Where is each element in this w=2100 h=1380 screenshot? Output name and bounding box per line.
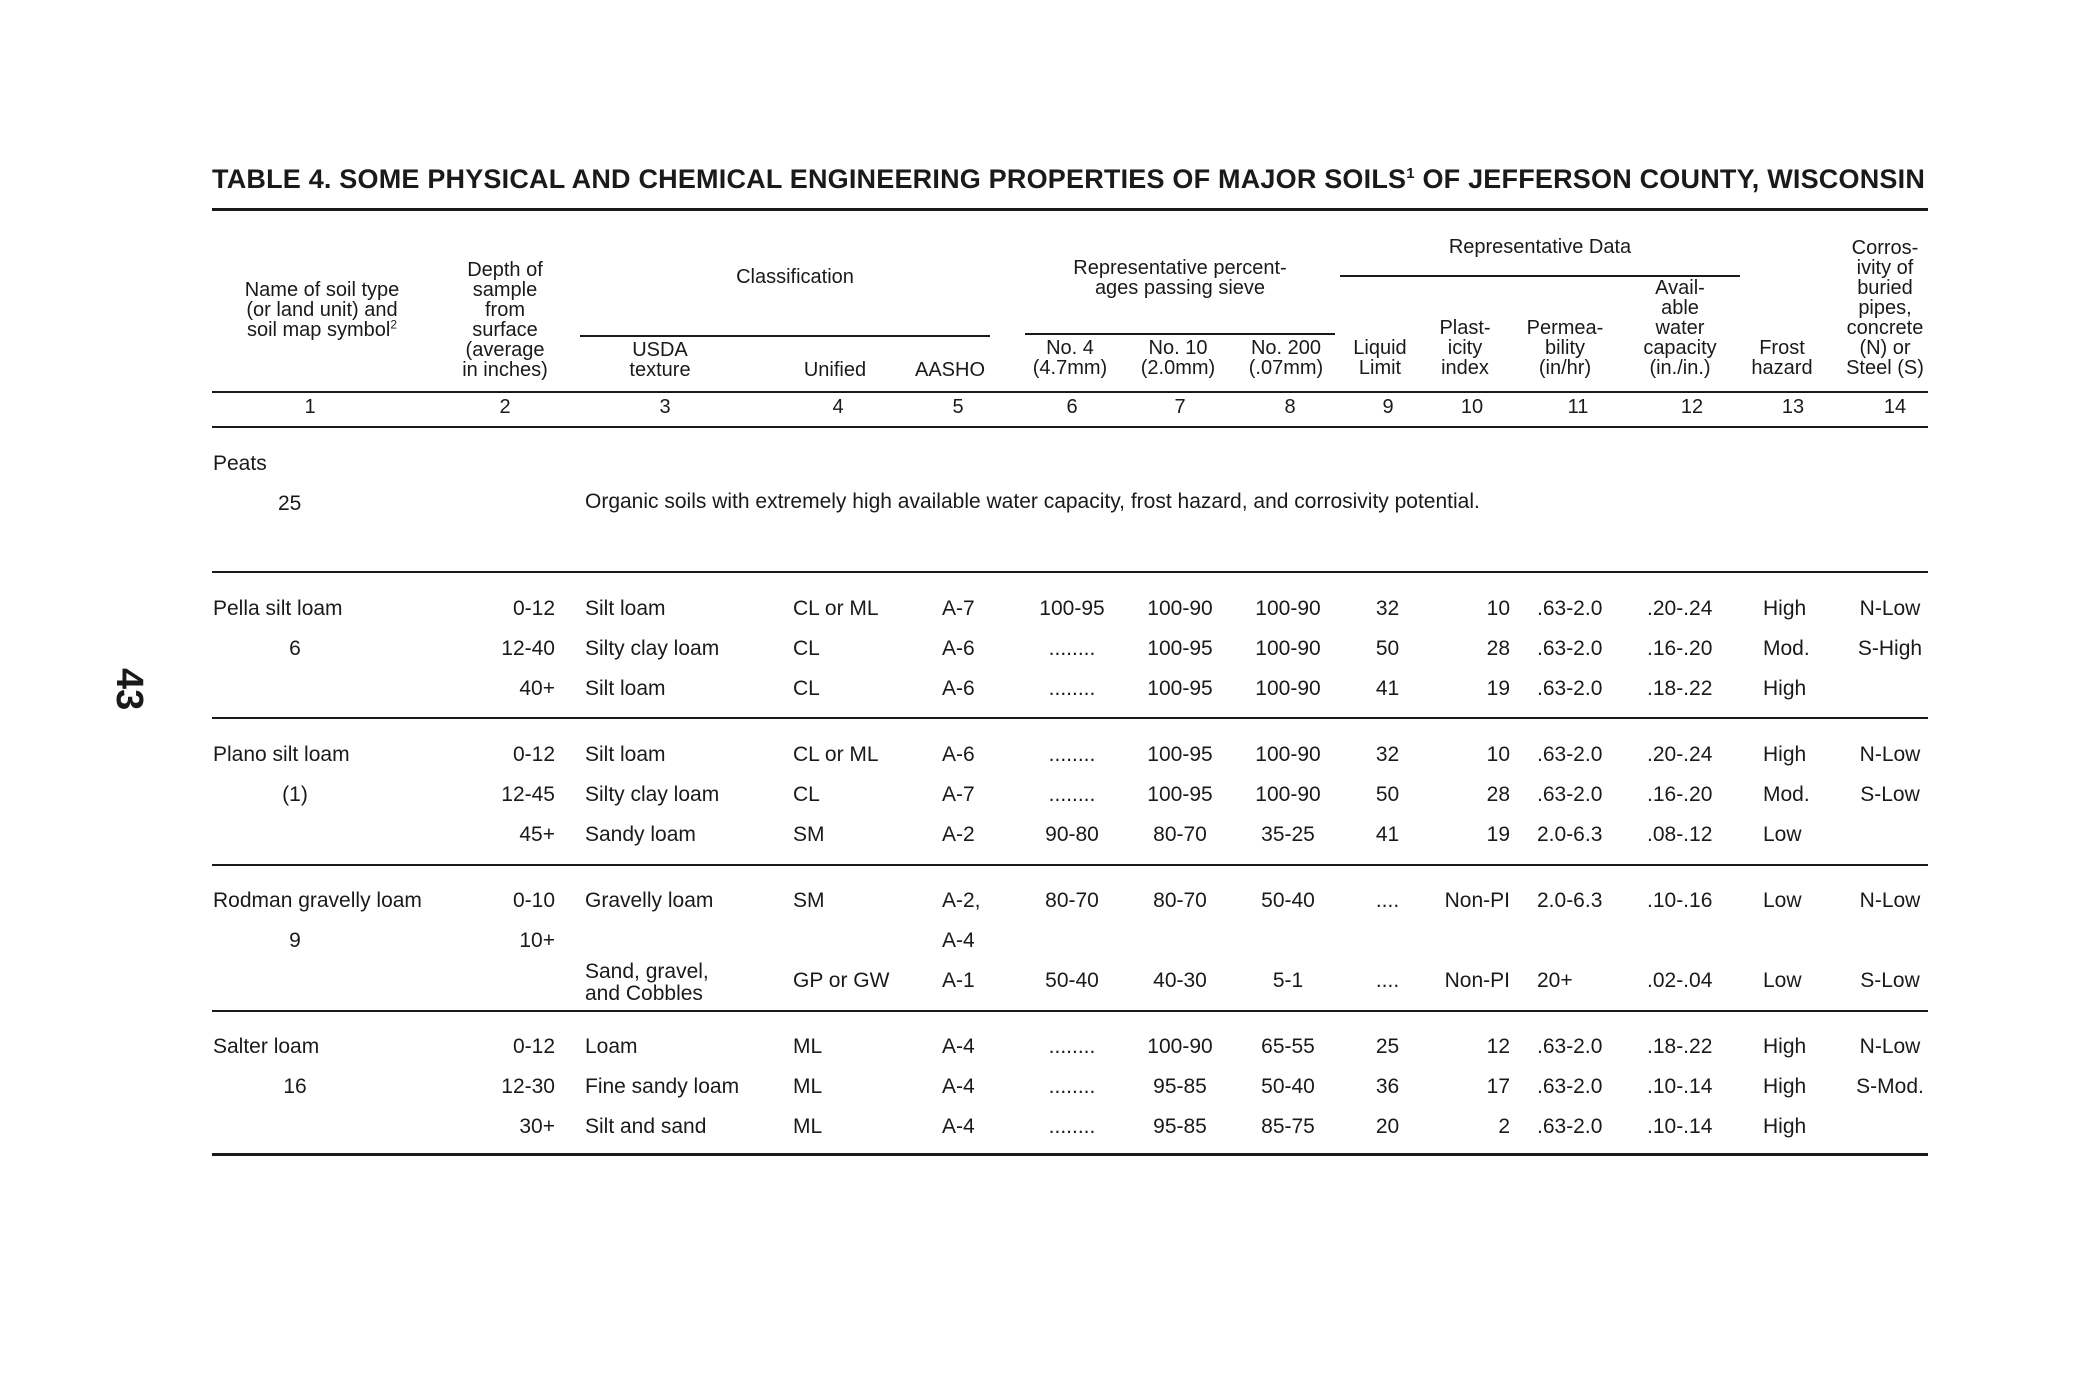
table-cell: Fine sandy loam (585, 1075, 740, 1098)
table-cell: .10-.14 (1647, 1115, 1713, 1138)
table-cell: A-6 (942, 637, 975, 660)
header-line: icity (1447, 337, 1483, 359)
table-cell: .18-.22 (1647, 1035, 1713, 1058)
table-cell: 25 (1375, 1035, 1400, 1058)
header-line: (4.7mm) (1032, 357, 1108, 379)
header-permeability (1515, 318, 1615, 378)
header-line: ivity of (1856, 257, 1914, 279)
table-cell: 80-70 (1045, 889, 1099, 912)
colnum-bottom-rule (212, 426, 1928, 428)
table-cell: 100-90 (1255, 743, 1321, 766)
column-number: 4 (832, 396, 844, 418)
table-cell: Sandy loam (585, 823, 696, 846)
table-cell: 80-70 (1153, 823, 1207, 846)
rodman-bottom-rule (212, 1010, 1928, 1012)
table-cell: 50-40 (1261, 1075, 1315, 1098)
table-cell: CL or ML (793, 743, 879, 766)
table-cell: 2.0-6.3 (1537, 889, 1603, 912)
header-line: water (1655, 317, 1705, 339)
table-cell: .10-.14 (1647, 1075, 1713, 1098)
table-cell: 50-40 (1261, 889, 1315, 912)
header-line: Depth of (467, 259, 543, 281)
header-line: texture (629, 359, 691, 381)
table-cell: .18-.22 (1647, 677, 1713, 700)
table-cell: N-Low (1859, 743, 1921, 766)
table-cell: ........ (1048, 1035, 1096, 1058)
soil-name: Salter loam (213, 1035, 320, 1058)
header-line: (or land unit) and (246, 299, 398, 321)
soil-name: Rodman gravelly loam (213, 889, 422, 912)
table-cell: High (1763, 1115, 1807, 1138)
table-cell: 95-85 (1153, 1075, 1207, 1098)
plano-bottom-rule (212, 864, 1928, 866)
table-cell: N-Low (1859, 1035, 1921, 1058)
header-line: able (1661, 297, 1699, 319)
column-number: 8 (1284, 396, 1296, 418)
soil-map-symbol: (1) (282, 783, 308, 806)
table-cell: 85-75 (1261, 1115, 1315, 1138)
table-cell: A-2 (942, 823, 975, 846)
table-cell: 45+ (519, 823, 555, 846)
table-cell: A-6 (942, 743, 975, 766)
table-cell: High (1763, 597, 1807, 620)
header-line: in inches) (462, 359, 548, 381)
header-line (222, 317, 422, 341)
header-no200 (1236, 338, 1336, 378)
table-cell: High (1763, 677, 1807, 700)
header-line: (.07mm) (1248, 357, 1324, 379)
table-cell: Silt and sand (585, 1115, 707, 1138)
header-line: USDA (632, 339, 688, 361)
table-cell: 0-12 (512, 1035, 555, 1058)
column-number: 10 (1460, 396, 1484, 418)
table-cell: 50 (1375, 637, 1400, 660)
table-cell: 100-95 (1147, 783, 1213, 806)
table-cell: 19 (1486, 677, 1510, 700)
header-line: concrete (1846, 317, 1924, 339)
table-cell: 50 (1375, 783, 1400, 806)
header-line: Name of soil type (244, 279, 400, 301)
header-sieve (1030, 258, 1330, 298)
table-cell: CL (793, 677, 820, 700)
column-number: 9 (1382, 396, 1394, 418)
table-cell: Mod. (1763, 637, 1810, 660)
table-cell: .10-.16 (1647, 889, 1713, 912)
table-cell: Silt loam (585, 677, 666, 700)
table-cell: CL (793, 783, 820, 806)
table-cell: CL (793, 637, 820, 660)
header-rep-data: Representative Data (1448, 236, 1632, 258)
table-cell: 40+ (519, 677, 555, 700)
table-cell: 2 (1498, 1115, 1510, 1138)
header-text: soil map symbol (246, 319, 391, 341)
table-cell: .... (1375, 969, 1400, 992)
header-line: ages passing sieve (1094, 277, 1266, 299)
header-line: Corros- (1851, 237, 1919, 259)
header-footnote-mark: 2 (390, 317, 398, 332)
table-cell: A-4 (942, 1035, 975, 1058)
header-line: Avail- (1655, 277, 1705, 299)
table-cell: N-Low (1859, 597, 1921, 620)
table-cell: .63-2.0 (1537, 677, 1603, 700)
table-bottom-rule (212, 1153, 1928, 1156)
header-line: index (1441, 357, 1489, 379)
table-cell: A-4 (942, 1075, 975, 1098)
header-line: (N) or (1859, 337, 1911, 359)
table-cell: .63-2.0 (1537, 597, 1603, 620)
peats-bottom-rule (212, 571, 1928, 573)
header-line: No. 200 (1250, 337, 1322, 359)
pella-bottom-rule (212, 717, 1928, 719)
table-cell: 20+ (1537, 969, 1573, 992)
table-cell: S-Mod. (1856, 1075, 1924, 1098)
table-cell: .16-.20 (1647, 637, 1713, 660)
table-cell: SM (793, 823, 825, 846)
title-main: TABLE 4. SOME PHYSICAL AND CHEMICAL ENGINEERING PROPERTIES OF MAJOR SOILS (212, 164, 1407, 194)
table-cell: 90-80 (1045, 823, 1099, 846)
soil-map-symbol: 6 (289, 637, 301, 660)
table-cell: 10+ (519, 929, 555, 952)
table-cell: 100-95 (1039, 597, 1105, 620)
header-liquid (1340, 338, 1420, 378)
header-line: Steel (S) (1846, 357, 1924, 379)
table-cell: GP or GW (793, 969, 890, 992)
table-cell: Non-PI (1444, 889, 1510, 912)
peats-note: Organic soils with extremely high available water capacity, frost hazard, and corrosivity potential. (585, 490, 1480, 513)
table-cell: N-Low (1859, 889, 1921, 912)
header-no10 (1128, 338, 1228, 378)
table-cell: Silt loam (585, 743, 666, 766)
table-cell: 100-90 (1147, 1035, 1213, 1058)
soil-map-symbol: 9 (289, 929, 301, 952)
table-cell: S-Low (1860, 783, 1920, 806)
table-cell: ........ (1048, 1115, 1096, 1138)
column-number: 13 (1781, 396, 1805, 418)
table-cell: 28 (1486, 783, 1510, 806)
table-title (212, 164, 1925, 195)
table-cell: .20-.24 (1647, 597, 1713, 620)
table-cell: .... (1375, 889, 1400, 912)
table-cell: Low (1763, 889, 1802, 912)
table-cell: 20 (1375, 1115, 1400, 1138)
table-cell: ML (793, 1035, 823, 1058)
table-cell: 100-90 (1255, 677, 1321, 700)
table-cell: 32 (1375, 743, 1400, 766)
column-number: 6 (1066, 396, 1078, 418)
header-no4 (1020, 338, 1120, 378)
table-cell: 100-90 (1255, 783, 1321, 806)
table-cell: High (1763, 743, 1807, 766)
header-line: (2.0mm) (1140, 357, 1216, 379)
page-number: 43 (108, 668, 150, 711)
header-line: (average (465, 339, 545, 361)
header-unified: Unified (803, 359, 867, 381)
table-cell: A-6 (942, 677, 975, 700)
header-line: pipes, (1858, 297, 1912, 319)
table-cell: 65-55 (1261, 1035, 1315, 1058)
table-cell: 41 (1375, 823, 1400, 846)
header-usda (600, 340, 720, 380)
header-frost (1742, 338, 1822, 378)
table-cell: .63-2.0 (1537, 1035, 1603, 1058)
soil-name: Plano silt loam (213, 743, 350, 766)
table-cell: S-High (1857, 637, 1923, 660)
header-aasho: AASHO (914, 359, 986, 381)
table-cell: Mod. (1763, 783, 1810, 806)
table-cell: ML (793, 1115, 823, 1138)
column-number: 2 (499, 396, 511, 418)
peats-symbol: 25 (278, 492, 302, 515)
table-cell: 50-40 (1045, 969, 1099, 992)
title-footnote-mark: 1 (1406, 165, 1415, 182)
table-cell: 100-95 (1147, 637, 1213, 660)
table-cell: 32 (1375, 597, 1400, 620)
header-line: Plast- (1439, 317, 1491, 339)
table-cell: 10 (1486, 743, 1510, 766)
table-cell: Silty clay loam (585, 783, 720, 806)
table-cell: Gravelly loam (585, 889, 714, 912)
sieve-rule (1025, 333, 1335, 335)
table-cell: 5-1 (1272, 969, 1304, 992)
header-line: No. 10 (1148, 337, 1208, 359)
table-cell: Silt loam (585, 597, 666, 620)
table-cell: 30+ (519, 1115, 555, 1138)
table-cell: .02-.04 (1647, 969, 1713, 992)
table-cell: .63-2.0 (1537, 637, 1603, 660)
header-depth (445, 260, 565, 380)
header-soil-name (222, 280, 422, 340)
table-cell: 19 (1486, 823, 1510, 846)
table-cell: A-4 (942, 929, 975, 952)
header-bottom-rule (212, 391, 1928, 393)
classification-rule (580, 335, 990, 337)
table-cell: 12 (1486, 1035, 1510, 1058)
title-rule (212, 208, 1928, 211)
table-cell: ........ (1048, 783, 1096, 806)
table-cell: A-7 (942, 597, 975, 620)
table-cell: .63-2.0 (1537, 1075, 1603, 1098)
soil-map-symbol: 16 (283, 1075, 307, 1098)
table-cell: A-2, (942, 889, 981, 912)
table-cell: 0-12 (512, 597, 555, 620)
table-cell: S-Low (1860, 969, 1920, 992)
column-number: 11 (1567, 396, 1589, 418)
table-cell: .08-.12 (1647, 823, 1713, 846)
table-cell: 2.0-6.3 (1537, 823, 1603, 846)
header-classification: Classification (736, 266, 854, 288)
table-cell: 28 (1486, 637, 1510, 660)
table-cell: Low (1763, 823, 1802, 846)
table-cell: 0-12 (512, 743, 555, 766)
header-line: No. 4 (1046, 337, 1094, 359)
table-cell: 100-90 (1255, 597, 1321, 620)
table-cell: A-4 (942, 1115, 975, 1138)
header-line: (in./in.) (1649, 357, 1711, 379)
header-plasticity (1420, 318, 1510, 378)
header-line: surface (472, 319, 538, 341)
table-cell: High (1763, 1035, 1807, 1058)
table-cell: ........ (1048, 743, 1096, 766)
header-available-water (1630, 278, 1730, 378)
table-cell: Sand, gravel, and Cobbles (585, 960, 709, 1005)
table-cell: 80-70 (1153, 889, 1207, 912)
table-cell: 12-30 (501, 1075, 555, 1098)
soil-name: Pella silt loam (213, 597, 343, 620)
table-cell: 100-95 (1147, 743, 1213, 766)
table-cell: .20-.24 (1647, 743, 1713, 766)
table-cell: Low (1763, 969, 1802, 992)
header-corrosivity (1830, 238, 1940, 378)
header-line: Frost (1759, 337, 1805, 359)
table-cell: 10 (1486, 597, 1510, 620)
column-number: 12 (1680, 396, 1704, 418)
header-line: Permea- (1526, 317, 1604, 339)
column-number: 14 (1883, 396, 1907, 418)
header-line: Representative percent- (1073, 257, 1287, 279)
header-line: buried (1857, 277, 1913, 299)
table-cell: 12-45 (501, 783, 555, 806)
table-cell: 100-95 (1147, 677, 1213, 700)
table-cell: ........ (1048, 1075, 1096, 1098)
table-cell: .63-2.0 (1537, 783, 1603, 806)
header-line: Limit (1358, 357, 1402, 379)
table-cell: 36 (1375, 1075, 1400, 1098)
table-cell: SM (793, 889, 825, 912)
table-cell: Silty clay loam (585, 637, 720, 660)
table-cell: 40-30 (1153, 969, 1207, 992)
table-cell: 0-10 (512, 889, 555, 912)
table-cell: ........ (1048, 637, 1096, 660)
table-cell: 41 (1375, 677, 1400, 700)
table-cell: 12-40 (501, 637, 555, 660)
header-line: capacity (1643, 337, 1717, 359)
header-line: from (485, 299, 525, 321)
header-line: hazard (1751, 357, 1813, 379)
table-cell: 100-90 (1255, 637, 1321, 660)
header-line: bility (1544, 337, 1585, 359)
table-cell: .63-2.0 (1537, 1115, 1603, 1138)
header-line: Liquid (1353, 337, 1407, 359)
table-cell: 35-25 (1261, 823, 1315, 846)
table-cell: Loam (585, 1035, 638, 1058)
table-cell: 95-85 (1153, 1115, 1207, 1138)
header-line: sample (472, 279, 538, 301)
table-cell: ML (793, 1075, 823, 1098)
table-cell: 17 (1486, 1075, 1510, 1098)
peats-name: Peats (213, 452, 267, 475)
table-cell: ........ (1048, 677, 1096, 700)
column-number: 5 (952, 396, 964, 418)
table-cell: CL or ML (793, 597, 879, 620)
table-cell: 100-90 (1147, 597, 1213, 620)
table-cell: A-1 (942, 969, 975, 992)
title-rest: OF JEFFERSON COUNTY, WISCONSIN (1414, 164, 1926, 194)
column-number: 7 (1174, 396, 1186, 418)
column-number: 1 (304, 396, 316, 418)
table-cell: High (1763, 1075, 1807, 1098)
table-cell: A-7 (942, 783, 975, 806)
header-line: (in/hr) (1538, 357, 1592, 379)
table-cell: .63-2.0 (1537, 743, 1603, 766)
table-cell: .16-.20 (1647, 783, 1713, 806)
column-number: 3 (659, 396, 671, 418)
table-cell: Non-PI (1444, 969, 1510, 992)
